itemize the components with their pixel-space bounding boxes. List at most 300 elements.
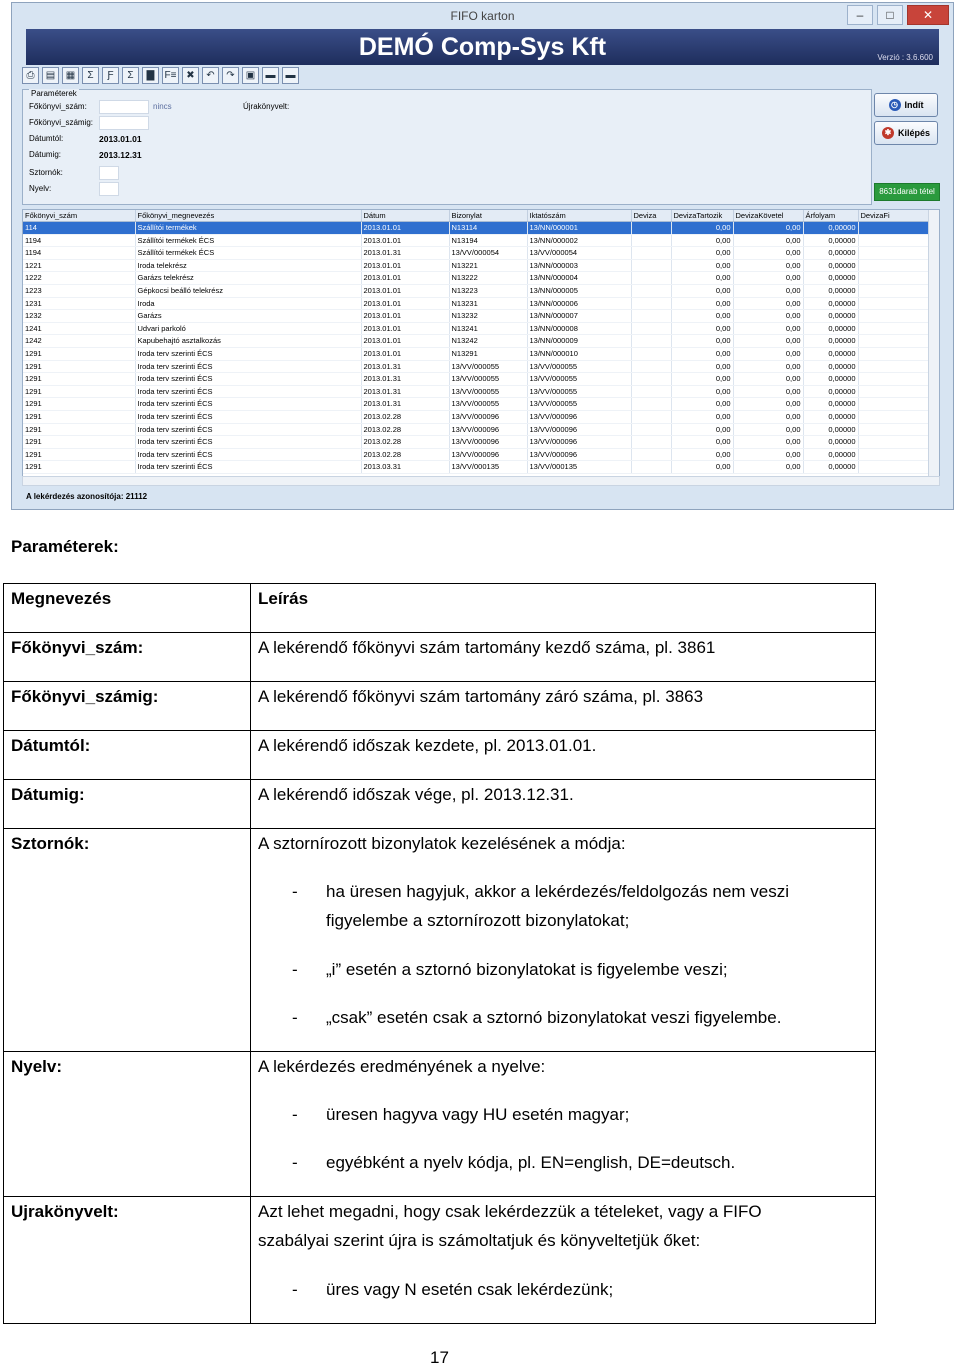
table-cell: 0,00000 bbox=[803, 284, 858, 297]
table-cell: Garázs bbox=[135, 310, 361, 323]
table-cell: 0,00000 bbox=[803, 423, 858, 436]
column-header[interactable]: Iktatószám bbox=[527, 210, 631, 222]
table-cell: 0,00 bbox=[733, 436, 803, 449]
toolbar-button[interactable]: ▬ bbox=[262, 67, 279, 84]
table-cell: 13/VV/000096 bbox=[449, 423, 527, 436]
fokonyvi-szamig-input[interactable] bbox=[99, 116, 149, 130]
param-desc-datumig: A lekérendő időszak vége, pl. 2013.12.31. bbox=[258, 785, 574, 804]
table-cell: N13241 bbox=[449, 322, 527, 335]
param-name-datumtol: Dátumtól: bbox=[11, 736, 91, 755]
table-cell: 0,00000 bbox=[803, 335, 858, 348]
sztornok-option-i: „i” esetén a sztornó bizonylatokat is figyelembe veszi; bbox=[326, 960, 728, 979]
table-cell: 0,00 bbox=[671, 284, 733, 297]
table-cell: 0,00 bbox=[733, 247, 803, 260]
table-cell: 0,00 bbox=[671, 410, 733, 423]
table-cell: 114 bbox=[23, 222, 135, 235]
toolbar-button[interactable]: ✖ bbox=[182, 67, 199, 84]
table-cell: 0,00000 bbox=[803, 297, 858, 310]
nyelv-input[interactable] bbox=[99, 182, 119, 196]
page-number: 17 bbox=[430, 1348, 449, 1367]
table-cell: 0,00000 bbox=[803, 259, 858, 272]
row-divider bbox=[4, 1051, 875, 1052]
column-header[interactable]: Bizonylat bbox=[449, 210, 527, 222]
table-cell: 0,00 bbox=[671, 247, 733, 260]
table-cell: Iroda terv szerinti ÉCS bbox=[135, 448, 361, 461]
table-cell: 13/VV/000096 bbox=[449, 436, 527, 449]
start-button[interactable] bbox=[874, 93, 938, 117]
table-cell: 0,00 bbox=[671, 436, 733, 449]
table-cell bbox=[631, 436, 671, 449]
parameters-panel bbox=[22, 89, 872, 205]
table-cell: 0,00000 bbox=[803, 373, 858, 386]
table-cell: 0,00 bbox=[671, 222, 733, 235]
table-cell: Iroda terv szerinti ÉCS bbox=[135, 410, 361, 423]
table-row[interactable] bbox=[23, 335, 928, 348]
fokonyvi-szamig-label: Főkönyvi_számig: bbox=[29, 118, 94, 127]
param-name-fokonyvi-szam: Főkönyvi_szám: bbox=[11, 638, 144, 657]
table-cell: Iroda terv szerinti ÉCS bbox=[135, 360, 361, 373]
table-cell: N13242 bbox=[449, 335, 527, 348]
table-cell: 1291 bbox=[23, 373, 135, 386]
table-cell: 13/NN/000006 bbox=[527, 297, 631, 310]
param-desc-nyelv: A lekérdezés eredményének a nyelve: bbox=[258, 1057, 546, 1076]
table-cell: 0,00 bbox=[733, 335, 803, 348]
table-cell: 0,00 bbox=[733, 373, 803, 386]
toolbar-button[interactable]: ▇ bbox=[142, 67, 159, 84]
table-cell: 13/VV/000055 bbox=[527, 373, 631, 386]
table-cell: 13/NN/000008 bbox=[527, 322, 631, 335]
table-cell: N13231 bbox=[449, 297, 527, 310]
table-cell: Szállítói termékek ÉCS bbox=[135, 234, 361, 247]
table-cell: N13232 bbox=[449, 310, 527, 323]
table-row[interactable] bbox=[23, 272, 928, 285]
table-cell bbox=[631, 234, 671, 247]
column-divider bbox=[250, 584, 251, 1323]
table-cell: 0,00 bbox=[671, 297, 733, 310]
toolbar-button[interactable]: ▣ bbox=[242, 67, 259, 84]
table-cell: 0,00000 bbox=[803, 322, 858, 335]
table-row[interactable] bbox=[23, 398, 928, 411]
table-cell: 0,00000 bbox=[803, 347, 858, 360]
table-cell: 0,00 bbox=[733, 410, 803, 423]
bullet-dash: - bbox=[292, 1105, 298, 1124]
param-name-sztornok: Sztornók: bbox=[11, 834, 90, 853]
table-cell: Iroda terv szerinti ÉCS bbox=[135, 373, 361, 386]
toolbar-button[interactable]: ⎙ bbox=[22, 67, 39, 84]
table-cell: 0,00 bbox=[733, 448, 803, 461]
table-cell: 13/VV/000096 bbox=[449, 448, 527, 461]
table-cell: 0,00 bbox=[733, 284, 803, 297]
table-cell: 2013.01.31 bbox=[361, 385, 449, 398]
table-cell: 2013.03.31 bbox=[361, 461, 449, 474]
table-cell: 13/NN/000007 bbox=[527, 310, 631, 323]
param-name-datumig: Dátumig: bbox=[11, 785, 85, 804]
table-cell: 0,00000 bbox=[803, 436, 858, 449]
toolbar bbox=[22, 67, 299, 87]
status-bar: A lekérdezés azonosítója: 21112 bbox=[26, 492, 148, 501]
parameters-table bbox=[3, 583, 876, 1324]
table-cell: 0,00000 bbox=[803, 461, 858, 474]
table-cell bbox=[631, 423, 671, 436]
table-cell: 0,00000 bbox=[803, 398, 858, 411]
table-cell: 0,00 bbox=[671, 234, 733, 247]
table-cell bbox=[858, 398, 928, 411]
table-cell: 0,00 bbox=[671, 310, 733, 323]
table-cell: 2013.01.01 bbox=[361, 272, 449, 285]
table-cell: 2013.01.01 bbox=[361, 297, 449, 310]
table-cell bbox=[631, 272, 671, 285]
table-cell: Iroda terv szerinti ÉCS bbox=[135, 461, 361, 474]
table-cell bbox=[631, 335, 671, 348]
sztornok-option-empty-line1: ha üresen hagyjuk, akkor a lekérdezés/feldolgozás nem veszi bbox=[326, 882, 790, 901]
table-cell: 0,00 bbox=[671, 347, 733, 360]
table-cell: Iroda terv szerinti ÉCS bbox=[135, 385, 361, 398]
table-row[interactable] bbox=[23, 385, 928, 398]
table-cell: 0,00000 bbox=[803, 410, 858, 423]
table-cell bbox=[631, 284, 671, 297]
table-row[interactable] bbox=[23, 423, 928, 436]
window-controls bbox=[847, 5, 949, 25]
table-cell: 1291 bbox=[23, 410, 135, 423]
table-row[interactable] bbox=[23, 373, 928, 386]
table-cell: 1241 bbox=[23, 322, 135, 335]
datumig-value[interactable]: 2013.12.31 bbox=[99, 150, 142, 160]
table-cell: 13/NN/000002 bbox=[527, 234, 631, 247]
table-cell: 1291 bbox=[23, 347, 135, 360]
table-cell: 0,00000 bbox=[803, 385, 858, 398]
table-cell: 1291 bbox=[23, 423, 135, 436]
nyelv-option-hu: üresen hagyva vagy HU esetén magyar; bbox=[326, 1105, 630, 1124]
table-row[interactable] bbox=[23, 310, 928, 323]
fokonyvi-szam-extra: nincs bbox=[153, 102, 172, 111]
table-cell: 0,00 bbox=[733, 423, 803, 436]
app-window bbox=[11, 2, 954, 510]
table-cell bbox=[631, 385, 671, 398]
nyelv-option-other: egyébként a nyelv kódja, pl. EN=english, DE=deutsch. bbox=[326, 1153, 736, 1172]
banner-title: DEMÓ Comp-Sys Kft bbox=[358, 33, 607, 61]
table-cell bbox=[631, 373, 671, 386]
table-cell: 2013.01.31 bbox=[361, 247, 449, 260]
bullet-dash: - bbox=[292, 1280, 298, 1299]
table-cell bbox=[631, 360, 671, 373]
table-cell bbox=[858, 410, 928, 423]
table-cell bbox=[631, 247, 671, 260]
toolbar-button[interactable]: Σ bbox=[82, 67, 99, 84]
table-cell: 2013.01.01 bbox=[361, 310, 449, 323]
table-cell: 13/VV/000055 bbox=[449, 373, 527, 386]
table-cell: 13/VV/000055 bbox=[527, 360, 631, 373]
table-cell: 2013.01.01 bbox=[361, 322, 449, 335]
table-cell: N13291 bbox=[449, 347, 527, 360]
datumtol-label: Dátumtól: bbox=[29, 134, 64, 143]
table-cell: 0,00 bbox=[671, 373, 733, 386]
table-row[interactable] bbox=[23, 222, 928, 235]
table-cell: 1221 bbox=[23, 259, 135, 272]
table-cell: 0,00 bbox=[671, 398, 733, 411]
ujrakonyvelt-label: Újrakönyvelt: bbox=[243, 102, 290, 111]
toolbar-button[interactable]: ↷ bbox=[222, 67, 239, 84]
table-cell: 0,00 bbox=[733, 234, 803, 247]
horizontal-scrollbar[interactable] bbox=[22, 476, 940, 486]
sztornok-option-csak: „csak” esetén csak a sztornó bizonylatokat veszi figyelembe. bbox=[326, 1008, 782, 1027]
table-cell: 0,00 bbox=[671, 360, 733, 373]
column-header[interactable]: Főkönyvi_szám bbox=[23, 210, 135, 222]
table-cell: N13223 bbox=[449, 284, 527, 297]
table-cell: 2013.02.28 bbox=[361, 448, 449, 461]
column-header[interactable]: Deviza bbox=[631, 210, 671, 222]
table-cell: 0,00 bbox=[733, 272, 803, 285]
table-cell: Iroda terv szerinti ÉCS bbox=[135, 347, 361, 360]
param-name-nyelv: Nyelv: bbox=[11, 1057, 63, 1076]
column-header[interactable]: DevizaFi bbox=[858, 210, 928, 222]
results-grid bbox=[22, 209, 940, 477]
table-row[interactable] bbox=[23, 234, 928, 247]
table-cell: Iroda terv szerinti ÉCS bbox=[135, 423, 361, 436]
toolbar-button[interactable]: Σ bbox=[122, 67, 139, 84]
table-cell: N13194 bbox=[449, 234, 527, 247]
table-cell: 13/VV/000054 bbox=[449, 247, 527, 260]
param-desc-ujrakonyvelt-line2: szabályai szerint újra is számoltatjuk és könyveltetjük őket: bbox=[258, 1231, 701, 1250]
table-cell: 0,00000 bbox=[803, 310, 858, 323]
table-row[interactable] bbox=[23, 347, 928, 360]
table-cell: N13114 bbox=[449, 222, 527, 235]
table-cell bbox=[858, 222, 928, 235]
table-row[interactable] bbox=[23, 259, 928, 272]
table-cell bbox=[858, 385, 928, 398]
table-cell bbox=[858, 448, 928, 461]
table-cell: 2013.02.28 bbox=[361, 410, 449, 423]
table-cell: 1291 bbox=[23, 448, 135, 461]
table-row[interactable] bbox=[23, 284, 928, 297]
table-row[interactable] bbox=[23, 410, 928, 423]
table-cell bbox=[631, 398, 671, 411]
table-cell: 0,00 bbox=[671, 385, 733, 398]
row-divider bbox=[4, 1196, 875, 1197]
datumtol-value[interactable]: 2013.01.01 bbox=[99, 134, 142, 144]
table-cell: 1291 bbox=[23, 436, 135, 449]
table-cell: Udvari parkoló bbox=[135, 322, 361, 335]
row-divider bbox=[4, 779, 875, 780]
table-cell: 2013.01.01 bbox=[361, 234, 449, 247]
table-cell: 0,00 bbox=[733, 347, 803, 360]
table-cell: N13222 bbox=[449, 272, 527, 285]
table-cell bbox=[858, 373, 928, 386]
bullet-dash: - bbox=[292, 960, 298, 979]
table-cell: 13/VV/000055 bbox=[527, 398, 631, 411]
bullet-dash: - bbox=[292, 882, 298, 901]
table-cell bbox=[858, 360, 928, 373]
table-cell bbox=[631, 410, 671, 423]
toolbar-button[interactable]: ▬ bbox=[282, 67, 299, 84]
table-cell: 1242 bbox=[23, 335, 135, 348]
table-cell: 13/VV/000055 bbox=[449, 385, 527, 398]
table-cell bbox=[858, 423, 928, 436]
param-name-fokonyvi-szamig: Főkönyvi_számig: bbox=[11, 687, 159, 706]
table-cell: 1291 bbox=[23, 398, 135, 411]
window-title: FIFO karton bbox=[450, 9, 515, 23]
close-button[interactable]: ✕ bbox=[907, 5, 949, 25]
table-cell: 0,00000 bbox=[803, 247, 858, 260]
table-row[interactable] bbox=[23, 247, 928, 260]
table-cell: Iroda terv szerinti ÉCS bbox=[135, 398, 361, 411]
exit-button[interactable] bbox=[874, 121, 938, 145]
table-cell bbox=[858, 272, 928, 285]
table-row[interactable] bbox=[23, 322, 928, 335]
table-cell: 13/VV/000135 bbox=[449, 461, 527, 474]
table-cell bbox=[858, 436, 928, 449]
table-cell: 13/VV/000096 bbox=[527, 423, 631, 436]
row-divider bbox=[4, 681, 875, 682]
param-name-ujrakonyvelt: Ujrakönyvelt: bbox=[11, 1202, 119, 1221]
bullet-dash: - bbox=[292, 1153, 298, 1172]
table-cell: 13/VV/000055 bbox=[527, 385, 631, 398]
table-cell: 13/VV/000135 bbox=[527, 461, 631, 474]
fokonyvi-szam-input[interactable] bbox=[99, 100, 149, 114]
exit-button-label: Kilépés bbox=[897, 128, 930, 138]
table-cell: 0,00 bbox=[733, 297, 803, 310]
table-cell bbox=[631, 222, 671, 235]
company-banner bbox=[26, 29, 939, 65]
param-desc-fokonyvi-szamig: A lekérendő főkönyvi szám tartomány záró száma, pl. 3863 bbox=[258, 687, 704, 706]
table-row[interactable] bbox=[23, 461, 928, 474]
table-cell: 0,00000 bbox=[803, 234, 858, 247]
table-cell: 1194 bbox=[23, 234, 135, 247]
table-cell: 2013.01.01 bbox=[361, 259, 449, 272]
table-cell: Szállítói termékek ÉCS bbox=[135, 247, 361, 260]
table-cell: 0,00000 bbox=[803, 448, 858, 461]
table-cell: 13/VV/000096 bbox=[527, 410, 631, 423]
table-row[interactable] bbox=[23, 360, 928, 373]
exit-icon: ✱ bbox=[882, 127, 894, 139]
item-count-badge: 8631darab tétel bbox=[874, 183, 940, 201]
vertical-scrollbar[interactable] bbox=[928, 210, 939, 476]
table-cell: 2013.01.01 bbox=[361, 347, 449, 360]
table-cell bbox=[858, 259, 928, 272]
ujrakonyvelt-option-n: üres vagy N esetén csak lekérdezünk; bbox=[326, 1280, 614, 1299]
table-cell: 1291 bbox=[23, 461, 135, 474]
table-cell bbox=[631, 310, 671, 323]
table-cell: 1231 bbox=[23, 297, 135, 310]
table-cell: 13/VV/000055 bbox=[449, 398, 527, 411]
table-cell: 0,00 bbox=[733, 360, 803, 373]
table-cell: 1291 bbox=[23, 360, 135, 373]
param-desc-datumtol: A lekérendő időszak kezdete, pl. 2013.01.01. bbox=[258, 736, 597, 755]
table-cell: 0,00 bbox=[733, 398, 803, 411]
table-cell: Iroda telekrész bbox=[135, 259, 361, 272]
toolbar-button[interactable]: F≡ bbox=[162, 67, 179, 84]
parameters-legend: Paraméterek bbox=[31, 89, 77, 98]
table-cell: 1194 bbox=[23, 247, 135, 260]
table-cell: 13/VV/000096 bbox=[527, 448, 631, 461]
table-cell: 2013.01.01 bbox=[361, 335, 449, 348]
table-cell: Iroda terv szerinti ÉCS bbox=[135, 436, 361, 449]
table-row[interactable] bbox=[23, 448, 928, 461]
table-cell: 2013.01.31 bbox=[361, 373, 449, 386]
table-cell: 0,00 bbox=[671, 423, 733, 436]
table-cell: 1291 bbox=[23, 385, 135, 398]
column-header[interactable]: Dátum bbox=[361, 210, 449, 222]
table-cell: N13221 bbox=[449, 259, 527, 272]
param-desc-ujrakonyvelt-line1: Azt lehet megadni, hogy csak lekérdezzük a tételeket, vagy a FIFO bbox=[258, 1202, 762, 1221]
table-cell: 0,00 bbox=[733, 222, 803, 235]
table-cell: 0,00 bbox=[671, 335, 733, 348]
toolbar-button[interactable]: ▦ bbox=[62, 67, 79, 84]
table-cell: 0,00 bbox=[733, 385, 803, 398]
table-cell bbox=[631, 259, 671, 272]
toolbar-button[interactable]: ↶ bbox=[202, 67, 219, 84]
table-cell: 13/NN/000009 bbox=[527, 335, 631, 348]
column-header[interactable]: DevizaTartozik bbox=[671, 210, 733, 222]
column-header-name: Megnevezés bbox=[11, 589, 112, 608]
table-cell: Iroda bbox=[135, 297, 361, 310]
table-cell: Gépkocsi beálló telekrész bbox=[135, 284, 361, 297]
sztornok-label: Sztornók: bbox=[29, 168, 63, 177]
column-header[interactable]: Árfolyam bbox=[803, 210, 858, 222]
sztornok-input[interactable] bbox=[99, 166, 119, 180]
table-cell bbox=[858, 335, 928, 348]
table-cell: 1222 bbox=[23, 272, 135, 285]
table-cell bbox=[858, 461, 928, 474]
table-row[interactable] bbox=[23, 297, 928, 310]
minimize-button[interactable]: – bbox=[847, 5, 873, 25]
table-cell: 13/NN/000001 bbox=[527, 222, 631, 235]
datumig-label: Dátumig: bbox=[29, 150, 62, 159]
table-cell: 2013.01.31 bbox=[361, 398, 449, 411]
table-cell: 13/VV/000096 bbox=[449, 410, 527, 423]
table-cell: Kapubehajtó asztalkozás bbox=[135, 335, 361, 348]
table-cell: 2013.01.31 bbox=[361, 360, 449, 373]
table-cell bbox=[858, 310, 928, 323]
sztornok-option-empty-line2: figyelembe a sztornírozott bizonylatokat; bbox=[326, 911, 630, 930]
nyelv-label: Nyelv: bbox=[29, 184, 52, 193]
toolbar-button[interactable]: Ƒ bbox=[102, 67, 119, 84]
maximize-button[interactable]: □ bbox=[877, 5, 903, 25]
table-row[interactable] bbox=[23, 436, 928, 449]
row-divider bbox=[4, 730, 875, 731]
table-cell: 2013.01.01 bbox=[361, 222, 449, 235]
table-cell: 13/NN/000003 bbox=[527, 259, 631, 272]
table-cell: 13/NN/000010 bbox=[527, 347, 631, 360]
table-cell: 0,00 bbox=[733, 461, 803, 474]
table-cell bbox=[631, 347, 671, 360]
table-cell: 2013.02.28 bbox=[361, 423, 449, 436]
section-heading: Paraméterek: bbox=[11, 537, 119, 556]
fokonyvi-szam-label: Főkönyvi_szám: bbox=[29, 102, 87, 111]
table-cell: Szállítói termékek bbox=[135, 222, 361, 235]
table-cell: 0,00 bbox=[671, 272, 733, 285]
version-label: Verzió : 3.6.600 bbox=[877, 53, 933, 62]
table-cell bbox=[631, 461, 671, 474]
column-header[interactable]: DevizaKövetel bbox=[733, 210, 803, 222]
table-cell: 13/VV/000096 bbox=[527, 436, 631, 449]
table-cell: 2013.01.01 bbox=[361, 284, 449, 297]
table-cell: 0,00 bbox=[733, 259, 803, 272]
table-cell: 0,00 bbox=[733, 310, 803, 323]
table-cell bbox=[858, 347, 928, 360]
table-cell: Garázs telekrész bbox=[135, 272, 361, 285]
table-cell: 1232 bbox=[23, 310, 135, 323]
table-cell: 0,00 bbox=[671, 259, 733, 272]
table-cell bbox=[858, 322, 928, 335]
column-header[interactable]: Főkönyvi_megnevezés bbox=[135, 210, 361, 222]
clock-icon: ◷ bbox=[889, 99, 901, 111]
table-cell: 1223 bbox=[23, 284, 135, 297]
table-cell: 0,00 bbox=[671, 461, 733, 474]
table-cell bbox=[858, 297, 928, 310]
table-cell: 0,00000 bbox=[803, 222, 858, 235]
table-cell bbox=[858, 234, 928, 247]
toolbar-button[interactable]: ▤ bbox=[42, 67, 59, 84]
